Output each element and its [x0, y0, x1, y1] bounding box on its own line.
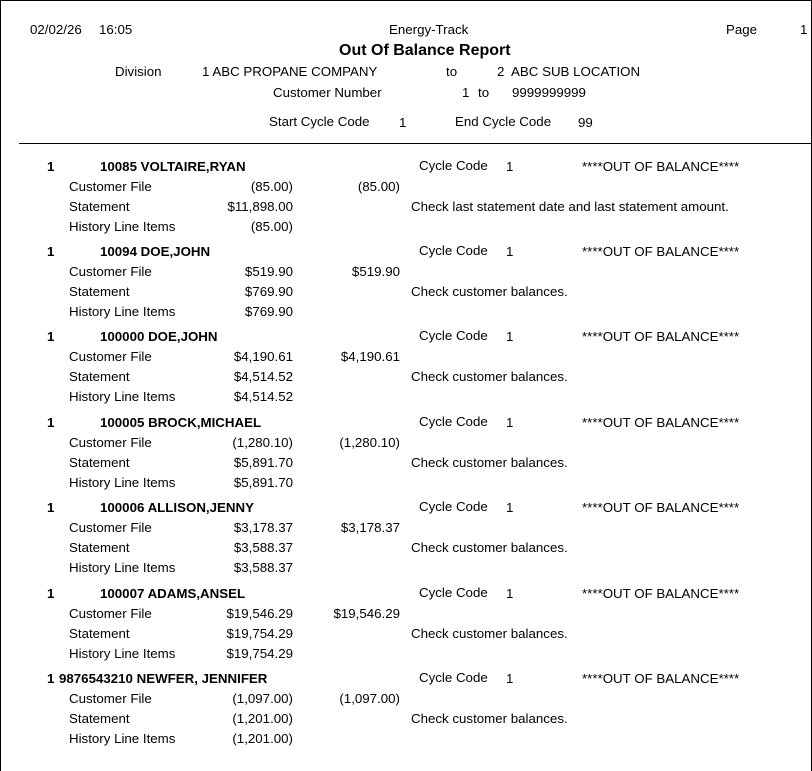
customer-file-amount: $519.90: [244, 264, 293, 279]
record-message: Check customer balances.: [411, 540, 568, 555]
customer-file-label: Customer File: [69, 606, 152, 621]
end-cycle-label: End Cycle Code: [455, 114, 552, 129]
history-line-items-amount: $4,514.52: [233, 389, 293, 404]
history-line-items-amount: (85.00): [250, 219, 293, 234]
customer-file-amount: (1,280.10): [232, 435, 293, 450]
history-line-items-label: History Line Items: [69, 646, 176, 661]
cycle-code-value: 1: [506, 244, 514, 259]
record-message: Check customer balances.: [411, 626, 568, 641]
customer-file-amount: $19,546.29: [226, 606, 293, 621]
out-of-balance-flag: ****OUT OF BALANCE****: [582, 329, 740, 344]
history-line-items-amount: $19,754.29: [226, 646, 293, 661]
customer-file-amount-2: $519.90: [351, 264, 400, 279]
record-customer: 100000 DOE,JOHN: [100, 329, 218, 344]
customer-file-label: Customer File: [69, 179, 152, 194]
history-line-items-label: History Line Items: [69, 304, 176, 319]
history-line-items-label: History Line Items: [69, 731, 176, 746]
record-message: Check customer balances.: [411, 711, 568, 726]
history-line-items-label: History Line Items: [69, 389, 176, 404]
record-message: Check customer balances.: [411, 369, 568, 384]
statement-amount: $5,891.70: [233, 455, 293, 470]
customer-file-label: Customer File: [69, 435, 152, 450]
out-of-balance-flag: ****OUT OF BALANCE****: [582, 500, 740, 515]
customer-file-amount: $3,178.37: [233, 520, 293, 535]
division-to-label: to: [446, 64, 458, 79]
cycle-code-label: Cycle Code: [419, 328, 488, 343]
statement-label: Statement: [69, 540, 130, 555]
customer-record: [1, 586, 812, 671]
cycle-code-value: 1: [506, 671, 514, 686]
record-division: 1: [47, 415, 55, 430]
customer-file-amount-2: $19,546.29: [333, 606, 400, 621]
record-division: 1: [47, 329, 55, 344]
customer-record: [1, 500, 812, 585]
end-cycle-value: 99: [578, 115, 593, 130]
customer-file-label: Customer File: [69, 264, 152, 279]
customer-record: [1, 329, 812, 414]
statement-amount: $4,514.52: [233, 369, 293, 384]
customer-file-amount: $4,190.61: [233, 349, 293, 364]
customer-to: 9999999999: [512, 85, 586, 100]
cycle-code-value: 1: [506, 415, 514, 430]
out-of-balance-flag: ****OUT OF BALANCE****: [582, 244, 740, 259]
customer-file-label: Customer File: [69, 349, 152, 364]
record-message: Check last statement date and last statement amount.: [411, 199, 729, 214]
customer-file-amount-2: (1,097.00): [339, 691, 400, 706]
customer-file-amount-2: (85.00): [357, 179, 400, 194]
history-line-items-amount: (1,201.00): [232, 731, 293, 746]
statement-label: Statement: [69, 284, 130, 299]
customer-file-amount-2: $4,190.61: [340, 349, 400, 364]
customer-record: [1, 415, 812, 500]
record-division: 1: [47, 671, 55, 686]
statement-amount: $769.90: [244, 284, 293, 299]
record-message: Check customer balances.: [411, 284, 568, 299]
record-customer: 10085 VOLTAIRE,RYAN: [100, 159, 246, 174]
statement-amount: $19,754.29: [226, 626, 293, 641]
customer-record: [1, 244, 812, 329]
customer-record: [1, 671, 812, 756]
record-customer: 100005 BROCK,MICHAEL: [100, 415, 262, 430]
record-customer: 9876543210 NEWFER, JENNIFER: [59, 671, 268, 686]
history-line-items-label: History Line Items: [69, 475, 176, 490]
customer-number-label: Customer Number: [273, 85, 382, 100]
record-division: 1: [47, 500, 55, 515]
customer-file-label: Customer File: [69, 691, 152, 706]
out-of-balance-flag: ****OUT OF BALANCE****: [582, 159, 740, 174]
division-to: 2 ABC SUB LOCATION: [497, 64, 641, 79]
customer-from: 1: [462, 85, 470, 100]
out-of-balance-flag: ****OUT OF BALANCE****: [582, 671, 740, 686]
history-line-items-amount: $5,891.70: [233, 475, 293, 490]
record-customer: 100006 ALLISON,JENNY: [100, 500, 254, 515]
division-label: Division: [115, 64, 162, 79]
customer-file-amount-2: $3,178.37: [340, 520, 400, 535]
cycle-code-value: 1: [506, 329, 514, 344]
out-of-balance-flag: ****OUT OF BALANCE****: [582, 415, 740, 430]
cycle-code-label: Cycle Code: [419, 414, 488, 429]
cycle-code-label: Cycle Code: [419, 158, 488, 173]
cycle-code-value: 1: [506, 159, 514, 174]
out-of-balance-flag: ****OUT OF BALANCE****: [582, 586, 740, 601]
statement-label: Statement: [69, 626, 130, 641]
statement-amount: (1,201.00): [232, 711, 293, 726]
cycle-code-value: 1: [506, 500, 514, 515]
app-name: Energy-Track: [389, 22, 469, 37]
cycle-code-label: Cycle Code: [419, 670, 488, 685]
statement-label: Statement: [69, 711, 130, 726]
statement-amount: $3,588.37: [233, 540, 293, 555]
record-division: 1: [47, 159, 55, 174]
record-customer: 100007 ADAMS,ANSEL: [100, 586, 246, 601]
record-customer: 10094 DOE,JOHN: [100, 244, 211, 259]
cycle-code-label: Cycle Code: [419, 585, 488, 600]
statement-label: Statement: [69, 369, 130, 384]
history-line-items-amount: $3,588.37: [233, 560, 293, 575]
cycle-code-value: 1: [506, 586, 514, 601]
record-division: 1: [47, 244, 55, 259]
header-divider: [19, 143, 812, 144]
cycle-code-label: Cycle Code: [419, 499, 488, 514]
statement-label: Statement: [69, 199, 130, 214]
customer-to-label: to: [478, 85, 490, 100]
history-line-items-amount: $769.90: [244, 304, 293, 319]
page-label: Page: [726, 22, 758, 37]
start-cycle-value: 1: [399, 115, 407, 130]
division-from: 1 ABC PROPANE COMPANY: [202, 64, 378, 79]
statement-label: Statement: [69, 455, 130, 470]
start-cycle-label: Start Cycle Code: [269, 114, 370, 129]
customer-record: [1, 159, 812, 244]
page-number: 1: [800, 22, 808, 37]
customer-file-amount-2: (1,280.10): [339, 435, 400, 450]
report-time: 16:05: [99, 22, 133, 37]
record-message: Check customer balances.: [411, 455, 568, 470]
report-title: Out Of Balance Report: [339, 42, 511, 59]
record-division: 1: [47, 586, 55, 601]
report-date: 02/02/26: [30, 22, 82, 37]
customer-file-amount: (1,097.00): [232, 691, 293, 706]
statement-amount: $11,898.00: [227, 199, 293, 214]
history-line-items-label: History Line Items: [69, 560, 176, 575]
customer-file-label: Customer File: [69, 520, 152, 535]
customer-file-amount: (85.00): [250, 179, 293, 194]
cycle-code-label: Cycle Code: [419, 243, 488, 258]
history-line-items-label: History Line Items: [69, 219, 176, 234]
